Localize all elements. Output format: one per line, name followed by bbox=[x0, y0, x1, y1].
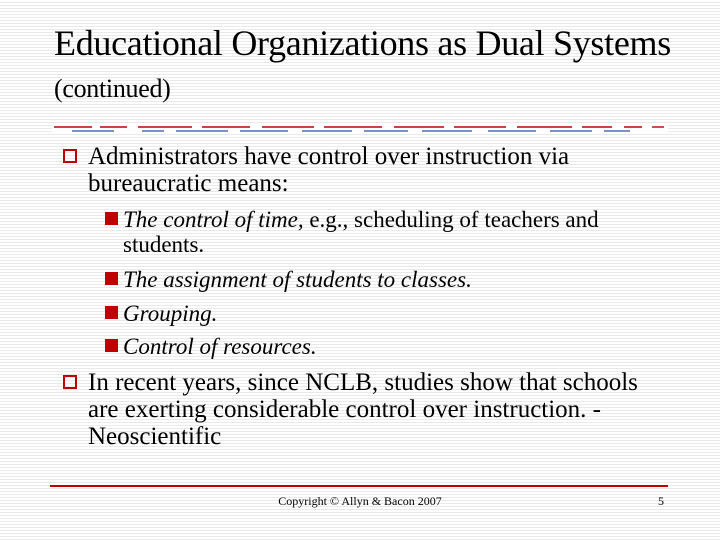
bullet-administrators-control bbox=[88, 143, 678, 197]
subbullet-control-of-resources bbox=[123, 334, 683, 359]
subbullet-italic-text: The assignment of students to classes. bbox=[123, 267, 472, 292]
subbullet-grouping bbox=[123, 301, 683, 326]
slide-number: 5 bbox=[658, 494, 664, 508]
slide-title-main: Educational Organizations as Dual Systems bbox=[54, 23, 671, 63]
filled-square-bullet-icon bbox=[105, 272, 118, 285]
filled-square-bullet-icon bbox=[105, 306, 118, 319]
slide-title bbox=[54, 22, 674, 110]
bullet-text: Administrators have control over instruction via bureaucratic means: bbox=[88, 143, 570, 197]
footer-copyright: Copyright © Allyn & Bacon 2007 bbox=[278, 494, 442, 508]
subbullet-italic-text: The control of time, bbox=[123, 207, 304, 232]
subbullet-italic-text: Grouping. bbox=[123, 301, 218, 326]
filled-square-bullet-icon bbox=[105, 212, 118, 225]
bullet-recent-years bbox=[88, 369, 663, 450]
subbullet-assignment-of-students bbox=[123, 267, 683, 292]
subbullet-plain-text: e.g., scheduling of teachers and students. bbox=[123, 207, 599, 257]
subbullet-control-of-time bbox=[123, 207, 683, 257]
subbullet-italic-text: Control of resources. bbox=[123, 334, 317, 359]
footer-divider bbox=[50, 485, 668, 487]
title-divider bbox=[52, 124, 668, 134]
slide-title-suffix: (continued) bbox=[54, 74, 171, 103]
bullet-text: In recent years, since NCLB, studies show that schools are exerting considerable control over instruction. - Neoscientific bbox=[88, 369, 638, 450]
hollow-square-bullet-icon bbox=[63, 375, 77, 389]
filled-square-bullet-icon bbox=[105, 339, 118, 352]
hollow-square-bullet-icon bbox=[63, 149, 77, 163]
